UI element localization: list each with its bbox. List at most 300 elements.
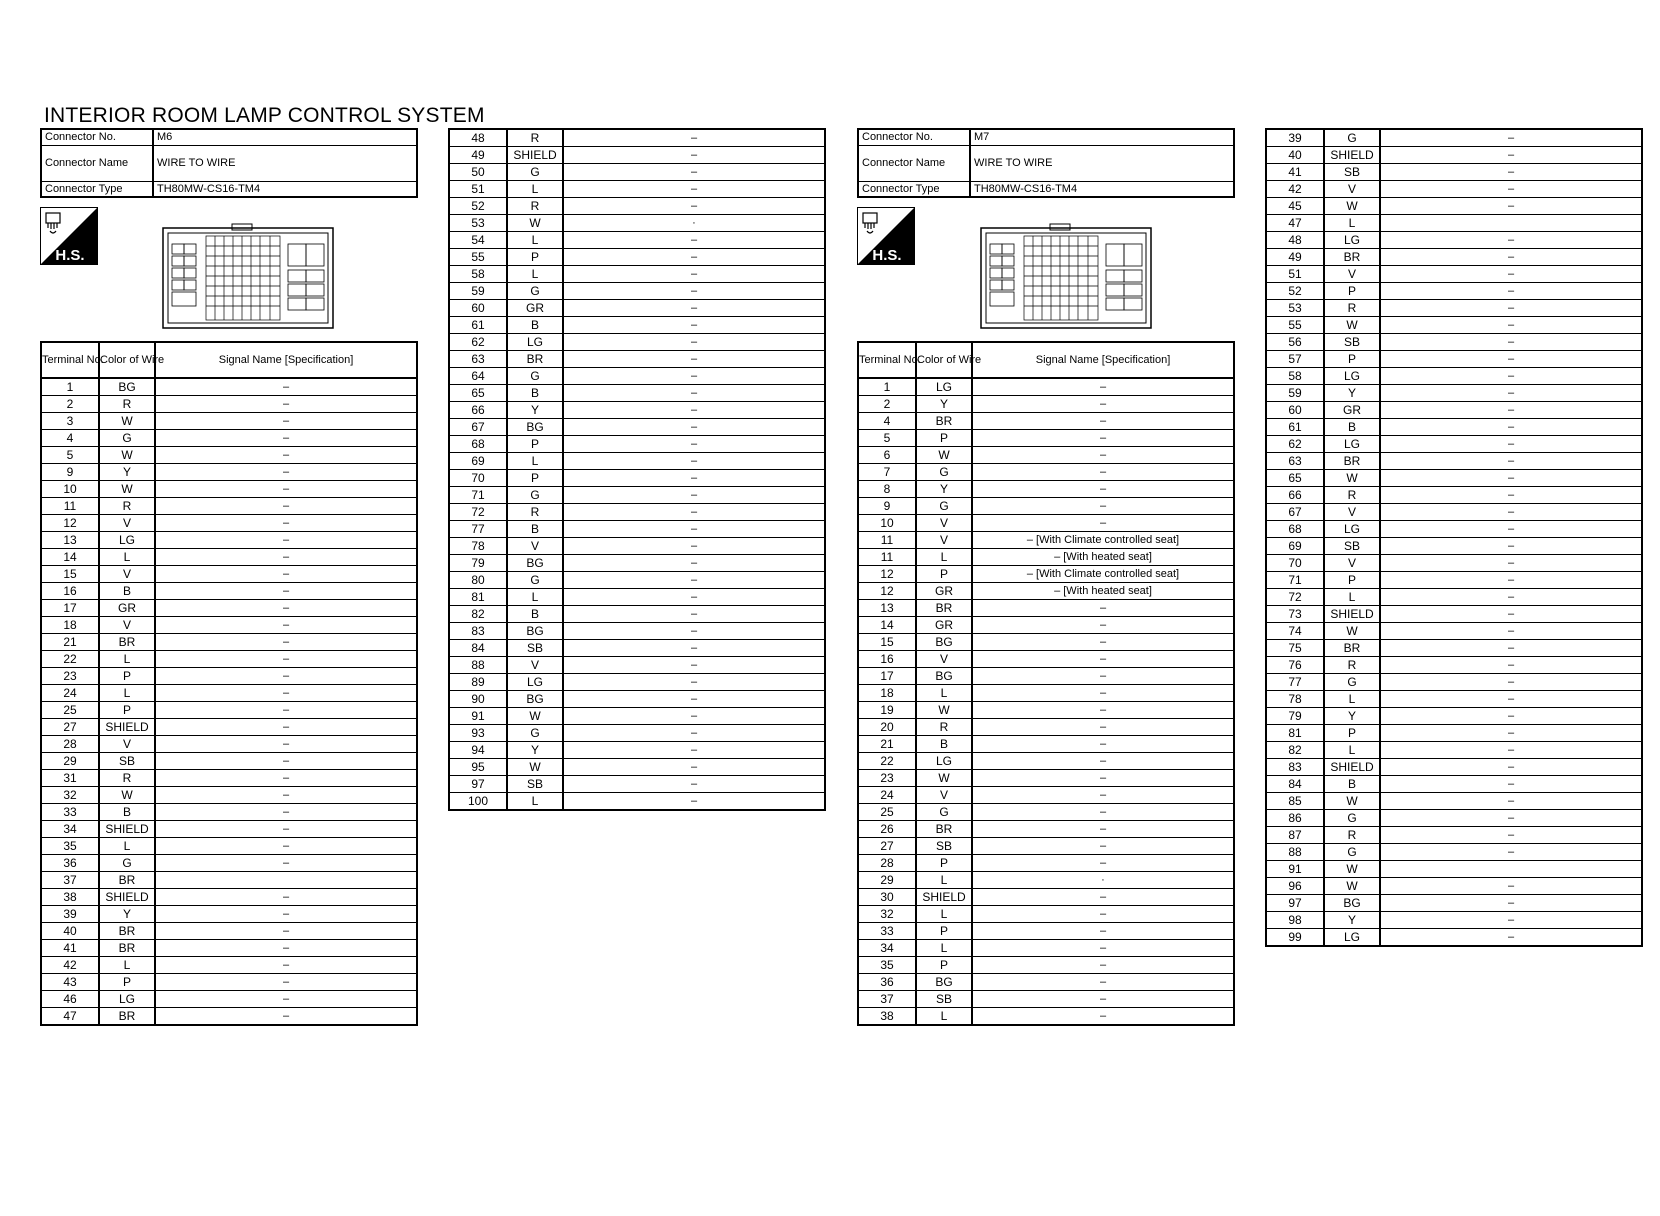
table-row [449,351,825,368]
terminal-no-cell: 5 [41,447,99,464]
terminal-no-cell: 50 [449,164,507,181]
signal-name-cell: – [155,702,417,719]
wire-color-cell: B [507,385,563,402]
wire-color-cell: B [507,317,563,334]
wire-color-cell: GR [99,600,155,617]
wire-color-cell: L [916,940,972,957]
wire-color-cell: SB [507,640,563,657]
table-row [449,164,825,181]
wire-color-cell: L [99,685,155,702]
signal-name-cell: – [1380,266,1642,283]
wire-color-cell: V [99,617,155,634]
terminal-no-cell: 5 [858,430,916,447]
terminal-no-cell: 2 [858,396,916,413]
terminal-no-cell: 16 [41,583,99,600]
wire-color-cell: BR [1324,640,1380,657]
wire-color-cell: GR [1324,402,1380,419]
signal-name-cell: – [563,555,825,572]
signal-name-cell: – [1380,606,1642,623]
terminal-no-header: Terminal No. [41,342,99,378]
wire-color-cell: G [1324,129,1380,147]
terminal-no-cell: 29 [41,753,99,770]
signal-name-cell: – [972,838,1234,855]
terminal-no-cell: 1 [858,378,916,396]
table-row [858,855,1234,872]
wire-color-cell: W [99,447,155,464]
signal-name-cell: – [972,464,1234,481]
terminal-no-cell: 28 [858,855,916,872]
wire-color-cell: BR [99,923,155,940]
signal-name-cell: – [1380,895,1642,912]
table-row [1266,232,1642,249]
table-row [41,804,417,821]
signal-name-cell: – [1380,878,1642,895]
terminal-no-cell: 66 [1266,487,1324,504]
color-of-wire-header: Color of Wire [99,342,155,378]
terminal-no-cell: 91 [449,708,507,725]
terminal-no-cell: 11 [858,532,916,549]
table-row [449,368,825,385]
signal-name-cell: – [563,793,825,811]
table-row [1266,300,1642,317]
wire-color-cell: V [1324,181,1380,198]
wire-color-cell: L [99,549,155,566]
terminal-no-cell: 93 [449,725,507,742]
wire-color-cell: W [507,215,563,232]
table-row [449,385,825,402]
wire-color-cell: BG [916,634,972,651]
table-row [1266,759,1642,776]
table-row [41,378,417,396]
signal-name-cell: – [1380,129,1642,147]
table-row [449,470,825,487]
wire-color-cell: L [916,549,972,566]
terminal-no-cell: 25 [41,702,99,719]
signal-name-cell: – [1380,504,1642,521]
terminal-no-cell: 31 [41,770,99,787]
table-row [1266,419,1642,436]
table-row [41,736,417,753]
wire-color-cell: SB [916,838,972,855]
terminal-no-cell: 74 [1266,623,1324,640]
wire-color-cell: W [1324,198,1380,215]
wire-color-cell: SB [1324,164,1380,181]
connector-type-value: TH80MW-CS16-TM4 [153,181,417,197]
table-row [41,821,417,838]
signal-name-cell: – [563,436,825,453]
signal-name-cell: – [1380,776,1642,793]
signal-name-cell: – [155,1008,417,1026]
signal-name-cell: – [563,691,825,708]
wire-color-cell: B [1324,419,1380,436]
wire-color-cell: R [1324,827,1380,844]
table-row [449,334,825,351]
table-row [1266,164,1642,181]
signal-name-cell: – [155,634,417,651]
signal-name-cell: – [155,889,417,906]
wire-color-cell: P [1324,351,1380,368]
table-row [858,651,1234,668]
signal-name-cell: – [563,129,825,147]
terminal-no-cell: 75 [1266,640,1324,657]
terminal-no-cell: 16 [858,651,916,668]
table-row [41,974,417,991]
signal-name-cell: – [1380,453,1642,470]
table-row [41,855,417,872]
table-row [1266,776,1642,793]
wire-color-cell: G [916,804,972,821]
page-title: INTERIOR ROOM LAMP CONTROL SYSTEM [44,104,485,127]
table-row [41,940,417,957]
signal-name-cell: – [1380,674,1642,691]
wire-color-cell: G [99,430,155,447]
signal-name-cell: – [972,413,1234,430]
wire-color-cell: G [507,572,563,589]
signal-name-cell: – [With heated seat] [972,583,1234,600]
wire-color-cell: BR [916,821,972,838]
signal-name-cell: – [563,538,825,555]
wire-color-cell: P [916,923,972,940]
table-row [858,413,1234,430]
wire-color-cell: LG [99,532,155,549]
signal-name-cell: – [563,708,825,725]
table-row [858,736,1234,753]
terminal-no-cell: 26 [858,821,916,838]
wire-color-cell: P [1324,725,1380,742]
wire-color-cell: L [507,181,563,198]
table-row [1266,436,1642,453]
wire-color-cell: P [507,249,563,266]
terminal-no-cell: 11 [41,498,99,515]
wire-color-cell: BR [507,351,563,368]
table-row [858,583,1234,600]
signal-name-cell: – [155,753,417,770]
wire-color-cell: G [507,164,563,181]
wire-color-cell: V [916,532,972,549]
signal-name-cell: – [972,957,1234,974]
signal-name-cell: – [1380,283,1642,300]
hs-harness-side-icon [857,207,915,265]
wire-color-cell: G [1324,844,1380,861]
terminal-no-cell: 71 [1266,572,1324,589]
m6-terminal-table-b [448,128,826,811]
signal-name-cell: – [1380,351,1642,368]
terminal-no-cell: 78 [1266,691,1324,708]
table-row [41,634,417,651]
signal-name-cell: – [972,753,1234,770]
signal-name-cell: – [1380,742,1642,759]
m7-connector-info [857,128,1235,198]
table-row [1266,929,1642,947]
table-row [858,787,1234,804]
wire-color-cell: BG [99,378,155,396]
table-row [1266,623,1642,640]
signal-name-cell: – [563,283,825,300]
wire-color-cell: P [99,702,155,719]
wire-color-cell: B [507,521,563,538]
wire-color-cell: LG [1324,232,1380,249]
signal-name-cell: – [With Climate controlled seat] [972,566,1234,583]
terminal-no-cell: 66 [449,402,507,419]
wire-color-cell: GR [916,617,972,634]
terminal-no-cell: 14 [858,617,916,634]
terminal-no-cell: 38 [41,889,99,906]
wire-color-cell: R [99,498,155,515]
wire-color-cell: W [99,787,155,804]
wire-color-cell: Y [99,906,155,923]
terminal-no-cell: 88 [1266,844,1324,861]
wire-color-cell: LG [1324,436,1380,453]
table-row [449,147,825,164]
terminal-no-cell: 21 [858,736,916,753]
table-row [449,181,825,198]
signal-name-cell: · [972,872,1234,889]
signal-name-cell: – [155,719,417,736]
signal-name-cell: – [972,430,1234,447]
wire-color-cell: L [916,685,972,702]
signal-name-cell: – [155,498,417,515]
table-row [449,589,825,606]
wire-color-cell: R [99,770,155,787]
wire-color-cell: P [507,436,563,453]
signal-name-cell: – [563,504,825,521]
signal-name-cell: – [972,804,1234,821]
terminal-no-cell: 73 [1266,606,1324,623]
table-row [449,521,825,538]
wire-color-cell: LG [1324,929,1380,947]
terminal-no-cell: 32 [41,787,99,804]
terminal-no-cell: 48 [1266,232,1324,249]
terminal-no-cell: 17 [858,668,916,685]
signal-name-cell: – [972,515,1234,532]
terminal-no-cell: 47 [1266,215,1324,232]
signal-name-cell: – [155,566,417,583]
signal-name-cell: – [1380,708,1642,725]
table-row [858,940,1234,957]
wire-color-cell: SB [1324,538,1380,555]
terminal-no-cell: 23 [858,770,916,787]
signal-name-cell: – [1380,487,1642,504]
wire-color-cell: L [99,651,155,668]
signal-name-cell: – [1380,793,1642,810]
table-row [1266,555,1642,572]
signal-name-cell: – [972,821,1234,838]
wire-color-cell: L [507,453,563,470]
terminal-no-cell: 97 [1266,895,1324,912]
wire-color-cell: G [1324,674,1380,691]
wire-color-cell: L [1324,215,1380,232]
table-row [1266,453,1642,470]
signal-name-cell: – [155,804,417,821]
table-row [1266,351,1642,368]
wire-color-cell: BR [1324,249,1380,266]
terminal-no-cell: 82 [1266,742,1324,759]
terminal-no-cell: 1 [41,378,99,396]
terminal-no-cell: 22 [858,753,916,770]
terminal-no-cell: 63 [449,351,507,368]
terminal-no-cell: 61 [1266,419,1324,436]
terminal-no-cell: 34 [858,940,916,957]
wire-color-cell: Y [99,464,155,481]
terminal-no-cell: 17 [41,600,99,617]
table-row [1266,742,1642,759]
table-row [1266,129,1642,147]
wire-color-cell: Y [1324,708,1380,725]
table-row [449,793,825,811]
terminal-no-cell: 88 [449,657,507,674]
terminal-no-cell: 65 [1266,470,1324,487]
terminal-no-cell: 13 [41,532,99,549]
signal-name-cell: – [563,317,825,334]
wire-color-cell: R [507,198,563,215]
wire-color-cell: LG [916,378,972,396]
terminal-no-cell: 6 [858,447,916,464]
signal-name-cell [1380,861,1642,878]
table-row [449,487,825,504]
signal-name-cell: – [155,464,417,481]
signal-name-cell: – [155,685,417,702]
table-row [1266,793,1642,810]
wire-color-cell: BG [916,668,972,685]
terminal-no-cell: 89 [449,674,507,691]
wire-color-cell: V [1324,266,1380,283]
wire-color-cell: BR [99,634,155,651]
table-row [449,129,825,147]
table-row [41,566,417,583]
signal-name-cell: – [972,736,1234,753]
terminal-no-cell: 27 [41,719,99,736]
signal-name-cell: – [155,447,417,464]
signal-name-cell: – [972,719,1234,736]
signal-name-cell: – [972,923,1234,940]
wire-color-cell: W [507,759,563,776]
wire-color-cell: L [99,838,155,855]
wire-color-cell: BG [507,691,563,708]
terminal-no-cell: 53 [1266,300,1324,317]
terminal-no-cell: 14 [41,549,99,566]
wire-color-cell: BR [99,940,155,957]
wire-color-cell: P [916,855,972,872]
table-row [449,538,825,555]
wire-color-cell: Y [1324,385,1380,402]
wire-color-cell: GR [507,300,563,317]
wire-color-cell: V [1324,504,1380,521]
table-row [449,657,825,674]
wire-color-cell: W [916,447,972,464]
terminal-no-cell: 52 [1266,283,1324,300]
terminal-no-cell: 35 [41,838,99,855]
signal-name-cell: – [155,923,417,940]
signal-name-cell: – [1380,385,1642,402]
terminal-no-cell: 59 [1266,385,1324,402]
signal-name-cell: – [972,481,1234,498]
table-row [1266,827,1642,844]
table-row [1266,572,1642,589]
signal-name-cell: – [563,674,825,691]
signal-name-cell: – [155,668,417,685]
terminal-no-cell: 98 [1266,912,1324,929]
wire-color-cell: L [507,266,563,283]
terminal-no-cell: 58 [449,266,507,283]
table-row [1266,521,1642,538]
signal-name-cell: – [563,606,825,623]
table-row [41,617,417,634]
signal-name-cell: – [155,396,417,413]
wire-color-cell: G [916,498,972,515]
table-row [858,515,1234,532]
terminal-no-cell: 36 [858,974,916,991]
table-row [1266,708,1642,725]
wire-color-cell: BG [507,555,563,572]
signal-name-cell: – [155,549,417,566]
terminal-no-cell: 53 [449,215,507,232]
signal-name-cell: – [1380,691,1642,708]
signal-name-cell: – [972,770,1234,787]
table-row [41,447,417,464]
m6-connector-info [40,128,418,198]
signal-name-cell: – [563,623,825,640]
table-row [449,232,825,249]
wire-color-cell: LG [507,674,563,691]
signal-name-cell [155,872,417,889]
table-row [1266,640,1642,657]
connector-name-label: Connector Name [858,145,970,181]
signal-name-cell: – [1380,640,1642,657]
terminal-no-cell: 60 [449,300,507,317]
wire-color-cell: BR [1324,453,1380,470]
wire-color-cell: P [507,470,563,487]
table-row [1266,487,1642,504]
connector-name-value: WIRE TO WIRE [153,145,417,181]
signal-name-header: Signal Name [Specification] [155,342,417,378]
terminal-no-cell: 99 [1266,929,1324,947]
terminal-no-cell: 40 [1266,147,1324,164]
terminal-no-cell: 30 [858,889,916,906]
table-row [41,481,417,498]
terminal-no-cell: 81 [449,589,507,606]
table-row [449,266,825,283]
signal-name-cell: – [155,855,417,872]
signal-name-cell: – [972,702,1234,719]
terminal-no-cell: 71 [449,487,507,504]
wire-color-cell: P [99,668,155,685]
hs-harness-side-icon [40,207,98,265]
terminal-no-cell: 24 [41,685,99,702]
terminal-no-cell: 72 [1266,589,1324,606]
signal-name-cell: – [1380,470,1642,487]
wire-color-cell: SHIELD [99,889,155,906]
table-row [1266,181,1642,198]
wire-color-cell: Y [507,742,563,759]
table-row [41,787,417,804]
terminal-no-cell: 55 [1266,317,1324,334]
terminal-no-cell: 79 [449,555,507,572]
terminal-no-cell: 33 [41,804,99,821]
terminal-no-cell: 27 [858,838,916,855]
signal-name-cell: – [972,991,1234,1008]
table-row [858,430,1234,447]
table-row [449,300,825,317]
table-row [858,668,1234,685]
terminal-no-cell: 37 [858,991,916,1008]
wire-color-cell: P [1324,283,1380,300]
table-row [41,413,417,430]
terminal-no-cell: 47 [41,1008,99,1026]
wire-color-cell: BR [99,872,155,889]
wire-color-cell: V [916,651,972,668]
terminal-no-cell: 15 [858,634,916,651]
signal-name-cell: – [972,787,1234,804]
